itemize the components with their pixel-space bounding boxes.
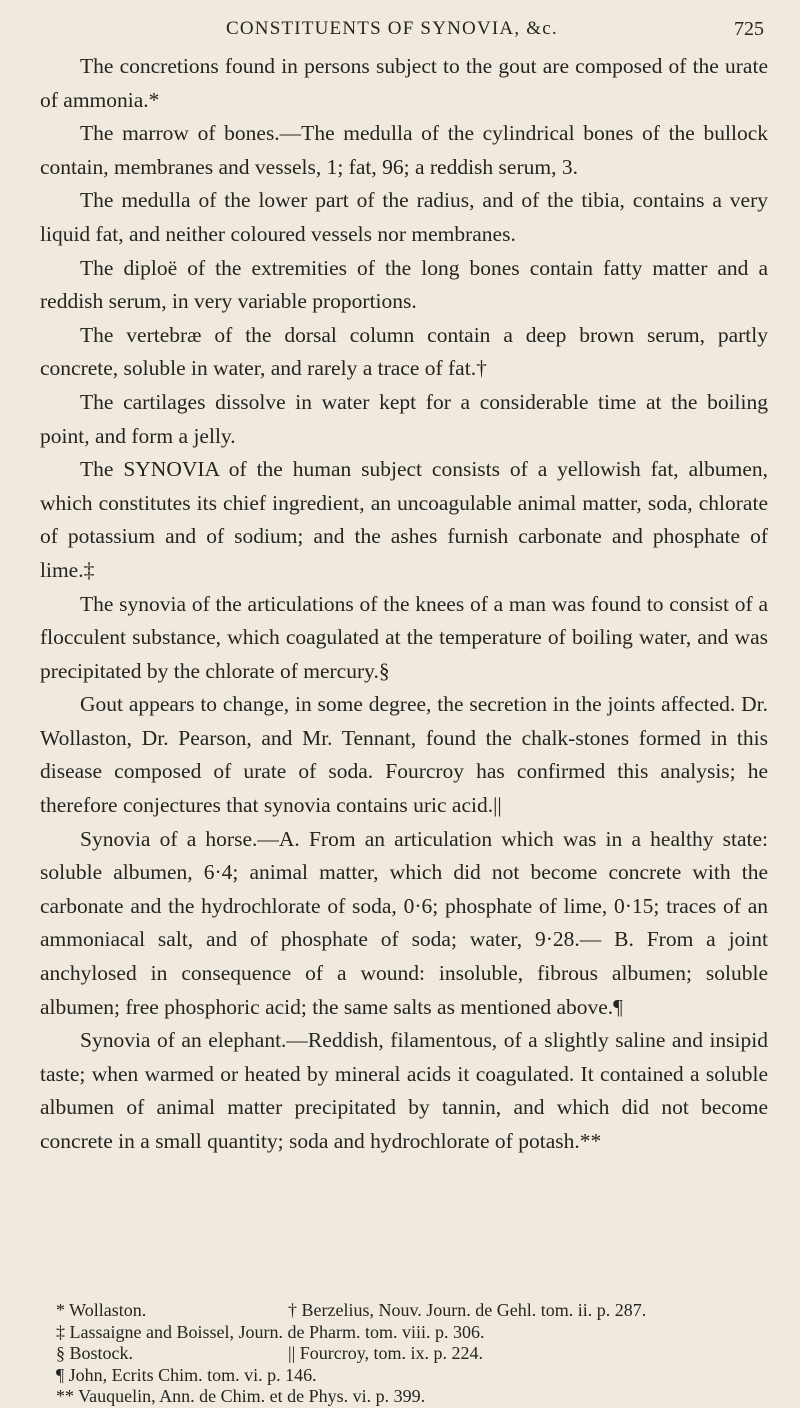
page-header bbox=[0, 16, 800, 46]
footnote-wollaston: * Wollaston. bbox=[56, 1300, 147, 1320]
footnotes bbox=[56, 1300, 746, 1408]
paragraph-gout-concretions: The concretions found in persons subject to the gout are composed of the urate of ammonia.* bbox=[40, 54, 768, 112]
footnote-row bbox=[56, 1343, 746, 1365]
footnote-bostock: § Bostock. bbox=[56, 1343, 134, 1363]
paragraph-knee-synovia: The synovia of the articulations of the knees of a man was found to consist of a flocculent substance, which coagulated at the temperature of boiling water, and was precipitated by the chlorate of mercury.§ bbox=[40, 591, 768, 683]
footnote-lassaigne: ‡ Lassaigne and Boissel, Journ. de Pharm. tom. viii. p. 306. bbox=[56, 1321, 485, 1342]
footnote-row bbox=[56, 1322, 746, 1344]
running-head: CONSTITUENTS OF SYNOVIA, &c. bbox=[226, 18, 558, 39]
footnote-row bbox=[56, 1386, 746, 1408]
paragraph-cartilages: The cartilages dissolve in water kept for a considerable time at the boiling point, and form a jelly. bbox=[40, 389, 768, 448]
paragraph-marrow-of-bones: The marrow of bones.—The medulla of the cylindrical bones of the bullock contain, membranes and vessels, 1; fat, 96; a reddish serum, 3. bbox=[40, 121, 768, 179]
paragraph-vertebrae: The vertebræ of the dorsal column contain a deep brown serum, partly concrete, soluble in water, and rarely a trace of fat.† bbox=[40, 322, 768, 381]
footnote-row bbox=[56, 1365, 746, 1387]
footnote-vauquelin: ** Vauquelin, Ann. de Chim. et de Phys. vi. p. 399. bbox=[56, 1386, 426, 1406]
footnote-row bbox=[56, 1300, 746, 1322]
paragraph-medulla-radius: The medulla of the lower part of the radius, and of the tibia, contains a very liquid fat, and neither coloured vessels nor membranes. bbox=[40, 188, 768, 246]
footnote-fourcroy: || Fourcroy, tom. ix. p. 224. bbox=[288, 1343, 484, 1363]
paragraph-horse-synovia: Synovia of a horse.—A. From an articulation which was in a healthy state: soluble albumen, 6·4; animal matter, which did not become concrete with the carbonate and the hydrochlorate of soda, 0·6; phosphate of lime, 0·15; traces of an ammoniacal salt, and of phosphate of soda; water, 9·28.— B. From a joint anchylosed in consequence of a wound: insoluble, fibrous albumen; soluble albumen; free phosphoric acid; the same salts as mentioned above.¶ bbox=[40, 826, 768, 1019]
paragraph-gout-secretion: Gout appears to change, in some degree, the secretion in the joints affected. Dr. Wollaston, Dr. Pearson, and Mr. Tennant, found the chalk-stones formed in this disease composed of urate of soda. Fourcroy has confirmed this analysis; he therefore conjectures that synovia contains uric acid.|| bbox=[40, 692, 768, 818]
footnote-john: ¶ John, Ecrits Chim. tom. vi. p. 146. bbox=[56, 1364, 317, 1385]
paragraph-diploe: The diploë of the extremities of the long bones contain fatty matter and a reddish serum, in very variable proportions. bbox=[40, 255, 768, 314]
body-text bbox=[40, 50, 768, 1159]
paragraph-human-synovia: The SYNOVIA of the human subject consists of a yellowish fat, albumen, which constitutes its chief ingredient, an uncoagulable animal matter, soda, chlorate of potassium and of sodium; and the ashes furnish carbonate and phosphate of lime.‡ bbox=[40, 457, 768, 582]
paragraph-elephant-synovia: Synovia of an elephant.—Reddish, filamentous, of a slightly saline and insipid taste; when warmed or heated by mineral acids it coagulated. It contained a soluble albumen of animal matter precipitated by tannin, and which did not become concrete in a small quantity; soda and hydrochlorate of potash.** bbox=[40, 1028, 768, 1153]
page-number: 725 bbox=[734, 18, 764, 40]
footnote-berzelius: † Berzelius, Nouv. Journ. de Gehl. tom. ii. p. 287. bbox=[288, 1300, 647, 1320]
